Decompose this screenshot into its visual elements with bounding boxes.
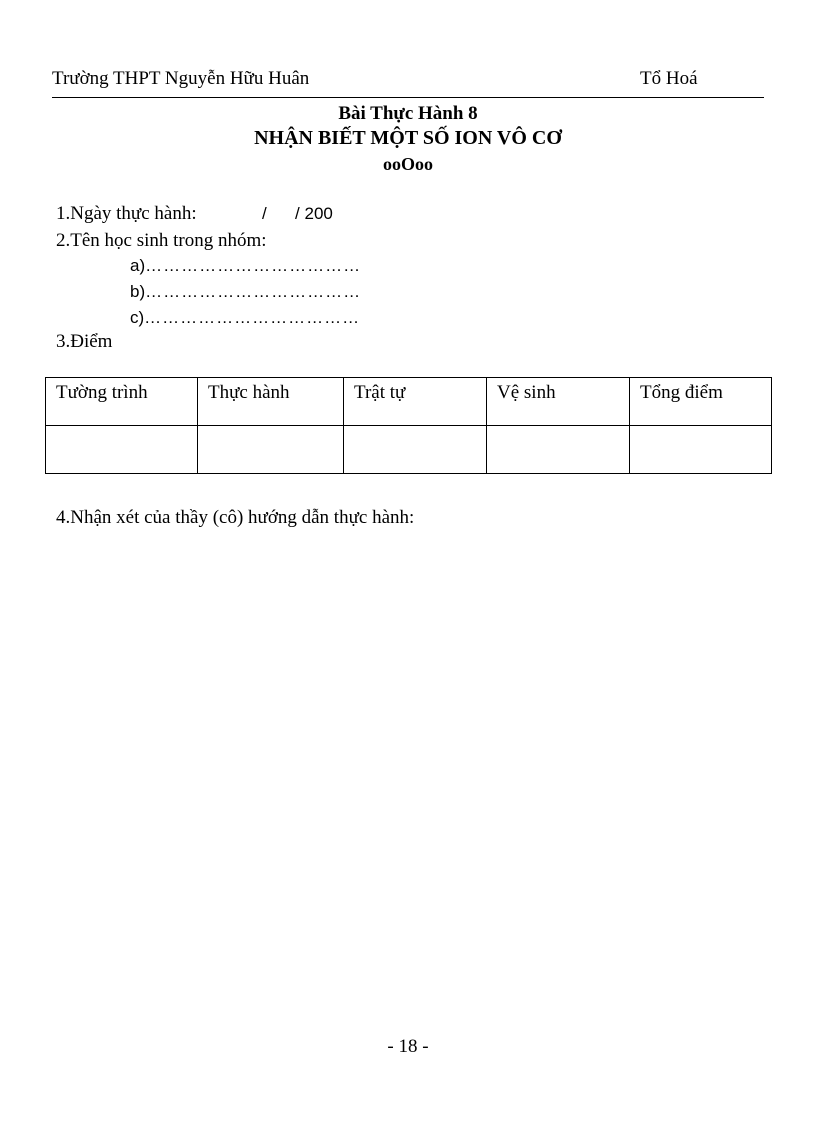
score-table-value-row — [46, 426, 772, 474]
student-line-prefix: c) — [130, 308, 145, 327]
score-header-practice: Thực hành — [198, 378, 344, 426]
student-line-dots: ……………………………… — [145, 256, 362, 275]
score-cell-report[interactable] — [46, 426, 198, 474]
student-line-b — [130, 282, 361, 302]
score-cell-hygiene[interactable] — [487, 426, 630, 474]
student-line-c — [130, 308, 360, 328]
teacher-comment-label: 4.Nhận xét của thầy (cô) hướng dẫn thực hành: — [56, 507, 415, 528]
student-line-prefix: b) — [130, 282, 146, 301]
practice-date-label: 1.Ngày thực hành: — [56, 203, 197, 224]
score-header-hygiene: Vệ sinh — [487, 378, 630, 426]
score-cell-practice[interactable] — [198, 426, 344, 474]
score-header-report: Tường trình — [46, 378, 198, 426]
topic-title: NHẬN BIẾT MỘT SỐ ION VÔ CƠ — [254, 127, 562, 149]
practice-date-value: / / 200 — [262, 204, 333, 223]
score-label: 3.Điểm — [56, 331, 113, 352]
school-name: Trường THPT Nguyễn Hữu Huân — [52, 68, 310, 89]
title-ornament: ooOoo — [382, 154, 433, 174]
score-cell-total[interactable] — [630, 426, 772, 474]
page-number: - 18 - — [387, 1036, 429, 1057]
score-cell-order[interactable] — [344, 426, 487, 474]
header-rule — [52, 97, 764, 98]
score-table-header-row — [46, 378, 772, 426]
student-line-dots: ……………………………… — [145, 282, 362, 301]
score-header-total: Tổng điểm — [630, 378, 772, 426]
student-line-dots: ……………………………… — [144, 308, 361, 327]
lesson-title: Bài Thực Hành 8 — [338, 103, 478, 124]
student-line-prefix: a) — [130, 256, 146, 275]
student-line-a — [130, 256, 361, 276]
score-header-order: Trật tự — [344, 378, 487, 426]
department-name: Tổ Hoá — [640, 68, 698, 89]
score-table — [45, 377, 772, 474]
student-names-label: 2.Tên học sinh trong nhóm: — [56, 230, 267, 251]
